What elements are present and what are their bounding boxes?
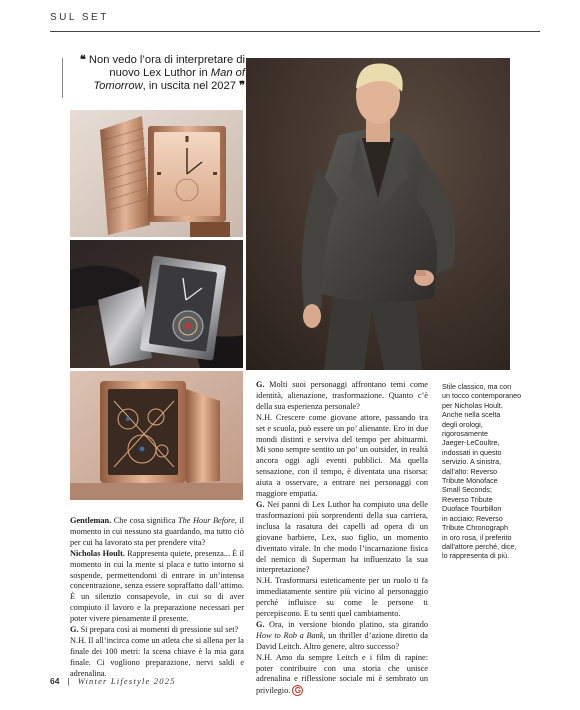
caption-line: Stile classico, ma con [442,382,512,391]
paragraph-text: Ora, in versione biondo platino, sta girando [264,619,428,629]
article-paragraph [70,625,244,636]
speaker-label: Nicholas Hoult. [70,548,125,558]
header-rule [50,31,540,32]
paragraph-text: , il momento in cui nessuno sta guardando, ma tutto ciò per cui ha lavorato sta per prendere vita? [70,516,244,547]
speaker-label: N.H. [256,412,273,422]
caption-line: Duoface Tourbillon [442,504,502,514]
caption-line: Small Seconds; [442,485,492,495]
speaker-label: N.H. [70,635,87,645]
speaker-label: G. [256,619,265,629]
pull-quote [68,54,245,93]
portrait-illustration [246,58,510,370]
article-paragraph [256,380,428,413]
quote-text-after: , in uscita nel 2027 [142,80,236,92]
paragraph-text: , un thriller d’azione diretto da David Leitch. Altro genere, altro successo? [256,630,428,651]
paragraph-text: Il all’incirca come un atleta che si allena per la finale dei 100 metri: la scena chiave è la mia gara finale. Ci vogliono preparazione, nervi saldi e adrenalina. [70,635,244,678]
caption-line: Tribute Monoface [442,476,498,486]
paragraph-emphasis: How to Rob a Bank [256,630,324,640]
photo-watch-chronograph [70,371,243,500]
speaker-label: N.H. [256,652,273,662]
page-number: 64 [50,676,60,686]
article-paragraph [70,636,244,680]
photo-watch-monoface [70,110,243,237]
close-quote-mark: ❞ [239,80,245,92]
caption-line: per Nicholas Hoult. [442,400,503,410]
paragraph-text: Nei panni di Lex Luthor ha compiuto una delle trasformazioni più sorprendenti della sua carriera, inclusa la rasatura dei capelli ad opera di un giovane barbiere, Lex, suo figlio, un momento diventato virale. In che modo l’incarnazione fisica del nemico di Superman ha influenzato la sua interpretazione? [256,499,428,575]
photo-caption [442,382,546,561]
caption-line: rigorosamente [442,429,488,439]
caption-line: Reverso Tribute [442,494,493,504]
watch-monoface-illustration [70,110,243,237]
speaker-label: G. [256,499,265,509]
paragraph-emphasis: The Hour Before [177,516,235,525]
watch-chronograph-illustration [70,371,243,500]
speaker-label: Gentleman. [70,516,112,525]
photo-portrait [246,58,510,370]
article-paragraph [256,620,428,653]
speaker-label: G. [70,625,79,635]
section-label: SUL SET [50,12,109,23]
open-quote-mark: ❝ [79,54,86,66]
article-paragraph [256,500,428,576]
article-paragraph [256,413,428,500]
watch-tourbillon-illustration [70,240,243,368]
caption-line: in acciaio; Reverso [442,513,503,523]
page-footer [50,676,176,686]
magazine-name: Winter Lifestyle 2025 [77,676,176,686]
quote-text-before: Non vedo l’ora di interpretare di nuovo Lex Luthor in [88,54,245,79]
caption-line: un tocco contemporaneo [442,391,522,401]
caption-line: Jaeger-LeCoultre, [442,438,500,448]
article-column-2 [256,380,428,697]
caption-line: in oro rosa, il preferito [442,532,512,542]
article-paragraph [70,516,244,549]
speaker-label: N.H. [256,576,273,586]
paragraph-text: Amo da sempre Leitch e i film di rapine: poter contribuire con una storia che unisce adrenalina e riflessione sociale mi è sembrato un privilegio. [256,652,428,696]
end-mark-icon: G [292,685,303,696]
article-paragraph [70,549,244,625]
caption-line: Anche nella scelta [442,410,501,420]
caption-line: degli orologi, [442,419,483,429]
quote-rule [62,58,63,98]
photo-watch-tourbillon [70,240,243,368]
speaker-label: G. [256,380,265,389]
paragraph-text: Che cosa significa [111,516,178,525]
paragraph-text: Si prepara così ai momenti di pressione sul set? [78,625,239,635]
caption-line: lo rappresenta di più. [442,551,510,561]
paragraph-text: Trasformarsi esteticamente per un ruolo ti fa immediatamente sentire più vicino al personaggio perché influisce su come le persone ti percepiscono. E tu senti quel cambiamento. [256,576,428,619]
footer-separator: | [67,676,70,686]
quote-film-title: Man of Tomorrow [93,67,245,92]
caption-line: servizio. A sinistra, [442,457,502,467]
article-column-1 [70,516,244,680]
article-paragraph [256,576,428,620]
caption-line: dall’attore perché, dice, [442,541,517,551]
caption-line: Tribute Chronograph [442,523,509,533]
paragraph-text: Crescere come giovane attore, passando tra set e scuola, può essere un po’ alienante. Ero in due mondi distinti e serviva del tempo per abituarmi. Mi sono sempre sentito un po’ un outsider, in realtà ancora oggi agli eventi pubblici. Ma quella sensazione, con il tempo, è diventata una risorsa: aiuta a osservare, a entrare nei personaggi con maggiore empatia. [256,412,428,499]
paragraph-text: Rappresenta quiete, presenza... È il momento in cui la mente si placa e tutto intorno si sospende, permettendomi di entrare in un’intensa concentrazione, senza essere sopraffatto dall’attimo. È un silenzio consapevole, in cui so di aver compiuto il lavoro e la preparazione necessari per poter vivere pienamente il presente. [70,548,245,624]
article-paragraph [256,653,428,698]
caption-line: indossati in questo [442,447,502,457]
paragraph-text: Molti suoi personaggi affrontano temi come identità, alienazione, trasformazione. Quanto c’è della sua esperienza personale? [256,380,428,411]
caption-line: dall’alto: Reverso [442,466,498,476]
